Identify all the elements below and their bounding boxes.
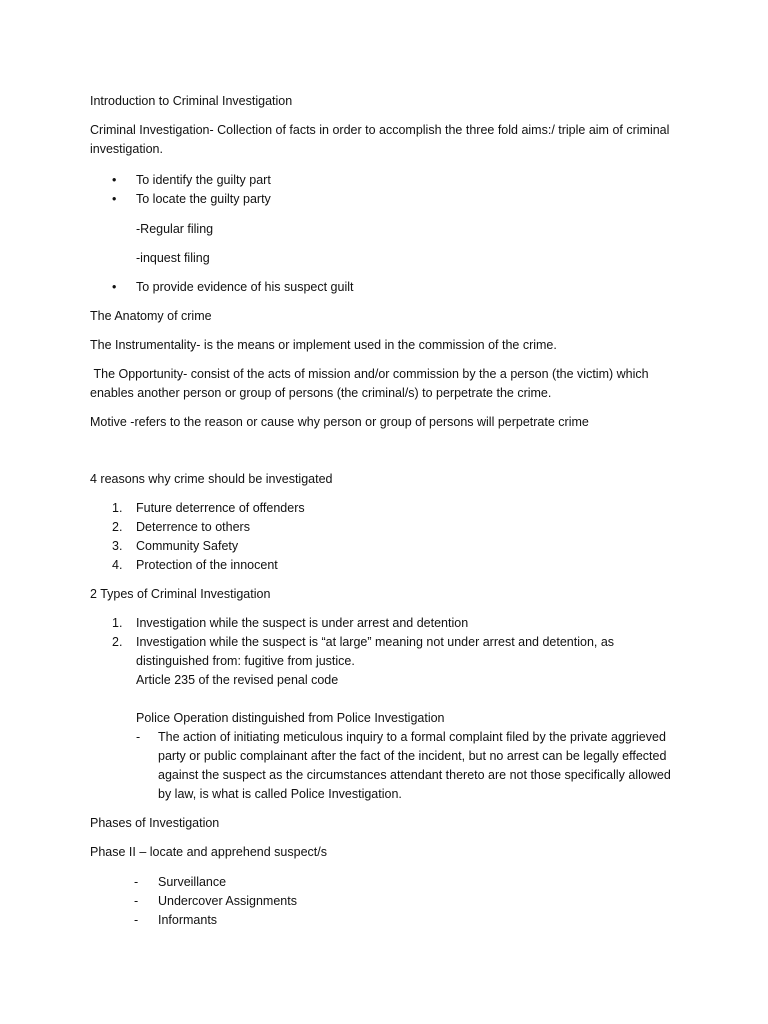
instrumentality-paragraph: The Instrumentality- is the means or implement used in the commission of the crime. — [90, 338, 557, 352]
list-item: 2. Investigation while the suspect is “at large” meaning not under arrest and detention, as distinguished from: fugitive from justice. — [112, 635, 615, 668]
aims-list — [90, 171, 680, 209]
filing-inquest: -inquest filing — [136, 251, 210, 265]
bullet-icon: • — [112, 192, 117, 206]
list-item: - Undercover Assignments — [90, 892, 680, 911]
list-item: 1. Future deterrence of offenders — [112, 501, 305, 515]
list-item: 2. Deterrence to others — [112, 520, 250, 534]
dash-marker: - — [136, 730, 141, 744]
list-item: 4. Protection of the innocent — [112, 558, 278, 572]
list-item: - Surveillance — [90, 873, 680, 892]
document-page — [90, 92, 680, 930]
phases-heading: Phases of Investigation — [90, 816, 220, 830]
anatomy-heading: The Anatomy of crime — [90, 309, 212, 323]
dash-marker: - — [134, 875, 139, 889]
types-list — [90, 614, 680, 671]
definition-paragraph: Criminal Investigation- Collection of facts in order to accomplish the three fold aims:/ triple aim of criminal investigation. — [90, 123, 670, 156]
bullet-icon: • — [112, 173, 117, 187]
phase2-list — [90, 873, 680, 930]
aims-list-2 — [90, 278, 680, 297]
list-item: • To provide evidence of his suspect guilt — [90, 278, 680, 297]
dash-marker: - — [134, 894, 139, 908]
list-item: • To identify the guilty part — [90, 171, 680, 190]
bullet-icon: • — [112, 280, 117, 294]
doc-title: Introduction to Criminal Investigation — [90, 94, 293, 108]
motive-paragraph: Motive -refers to the reason or cause why person or group of persons will perpetrate crime — [90, 415, 589, 429]
list-item: - The action of initiating meticulous inquiry to a formal complaint filed by the private aggrieved party or public complainant after the fact of the incident, but no arrest can be legally effected against the suspect as the circumstances attendant thereto are not those specifically allowed by law, is what is called Police Investigation. — [136, 730, 671, 801]
types-heading: 2 Types of Criminal Investigation — [90, 587, 271, 601]
opportunity-paragraph: The Opportunity- consist of the acts of mission and/or commission by the a person (the victim) which enables another person or group of persons (the criminal/s) to perpetrate the crime. — [90, 367, 653, 400]
reasons-list — [90, 499, 680, 575]
dash-marker: - — [134, 913, 139, 927]
phase2-heading: Phase II – locate and apprehend suspect/s — [90, 845, 327, 859]
article-line: Article 235 of the revised penal code — [136, 673, 339, 687]
police-heading: Police Operation distinguished from Police Investigation — [136, 711, 445, 725]
list-item: - Informants — [90, 911, 680, 930]
list-item: • To locate the guilty party — [90, 190, 680, 209]
list-item: 1. Investigation while the suspect is under arrest and detention — [112, 616, 469, 630]
list-item: 3. Community Safety — [112, 539, 239, 553]
filing-regular: -Regular filing — [136, 222, 214, 236]
reasons-heading: 4 reasons why crime should be investigated — [90, 472, 333, 486]
police-list — [90, 728, 680, 804]
